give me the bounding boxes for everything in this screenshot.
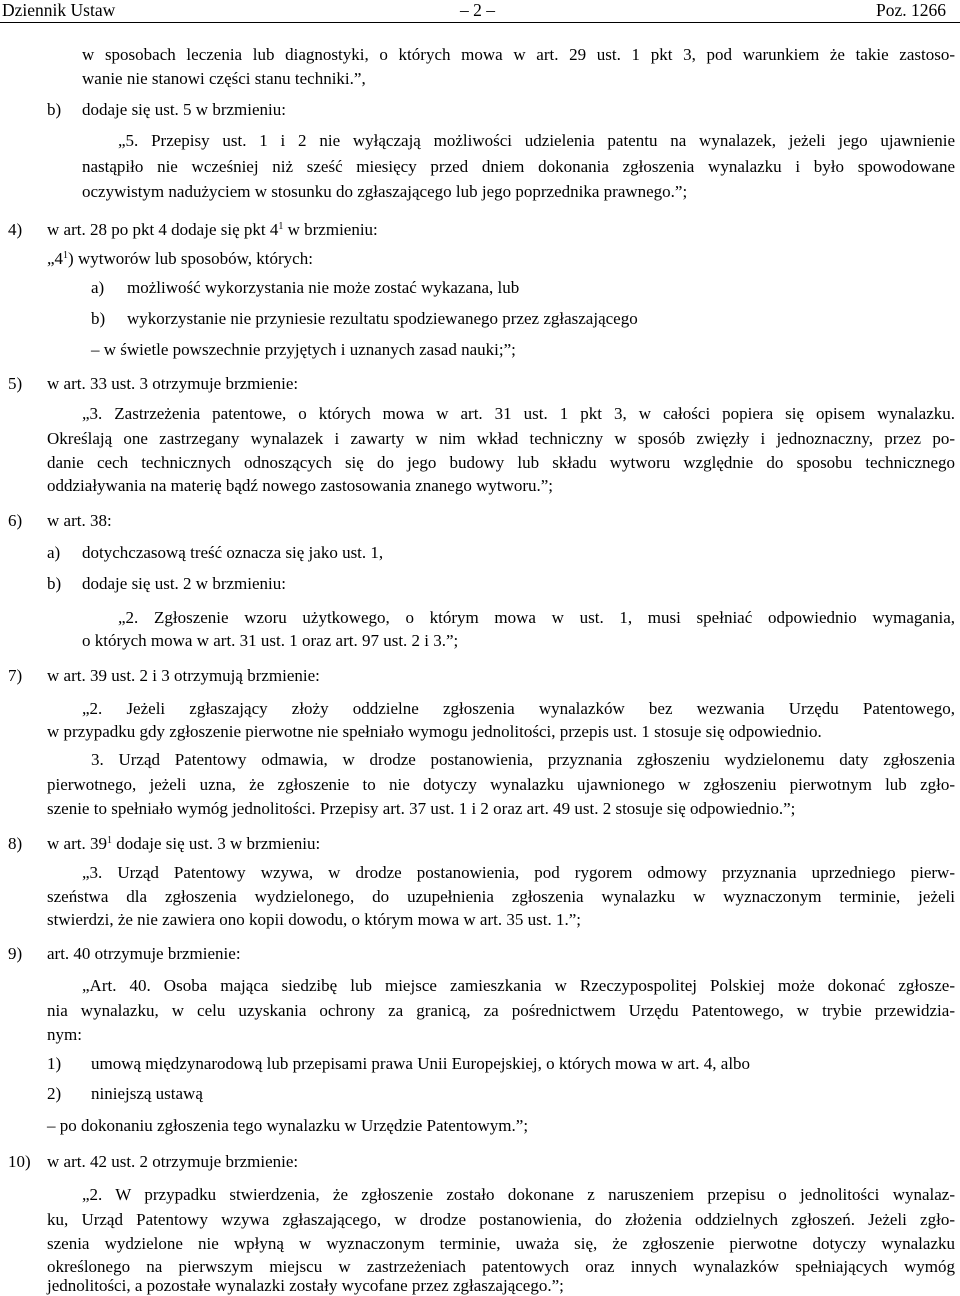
text-line: „3. Zastrzeżenia patentowe, o których mowa w art. 31 ust. 1 pkt 3, w całości popiera się opisem wynalazku. [82,404,955,423]
text-line: w sposobach leczenia lub diagnostyki, o których mowa w art. 29 ust. 1 pkt 3, pod warunkiem że takie zastoso- [82,45,955,64]
list-label: 4) [8,220,23,239]
list-label: 8) [8,834,23,853]
text-line: w art. 39 ust. 2 i 3 otrzymują brzmienie: [47,666,320,685]
text-line: możliwość wykorzystania nie może zostać wykazana, lub [127,278,520,297]
text-line: $„4^1$) wytworów lub sposobów, których: [47,249,313,268]
text-line: „2. W przypadku stwierdzenia, że zgłoszenie zostało dokonane z naruszeniem przepisu o jednolitości wynalaz- [82,1185,955,1204]
text-line: stwierdzi, że nie zawiera ono kopii dowodu, o którym mowa w art. 35 ust. 1.”; [47,910,581,929]
text-line: „2. Zgłoszenie wzoru użytkowego, o którym mowa w ust. 1, musi spełniać odpowiednio wymagania, [118,608,955,627]
text-line: „5. Przepisy ust. 1 i 2 nie wyłączają możliwości udzielenia patentu na wynalazek, jeżeli jego ujawnienie [118,131,955,150]
list-label: 5) [8,374,23,393]
text-line: jednolitości, a pozostałe wynalazki zostały wycofane przez zgłaszającego.”; [47,1276,564,1295]
text-line: niniejszą ustawą [91,1084,203,1103]
text-line: danie cech technicznych odnoszących się do jego budowy lub składu wytworu względnie do sposobu technicznego [47,453,955,472]
list-label: a) [47,543,61,562]
text-line: art. 40 otrzymuje brzmienie: [47,944,241,963]
text-line: w art. 33 ust. 3 otrzymuje brzmienie: [47,374,299,393]
text-line: szenie to spełniało wymóg jednolitości. Przepisy art. 37 ust. 1 i 2 oraz art. 49 ust. 2 stosuje się odpowiednio.”; [47,799,796,818]
text-line: – po dokonaniu zgłoszenia tego wynalazku w Urzędzie Patentowym.”; [47,1116,529,1135]
text-line: nia wynalazku, w celu uzyskania ochrony za granicą, za pośrednictwem Urzędu Patentowego, w trybie przewidzia- [47,1001,955,1020]
text-line: szeństwa dla zgłoszenia wydzielonego, do uzupełnienia zgłoszenia wynalazku w wyznaczonym terminie, jeżeli [47,887,955,906]
list-label: 6) [8,511,23,530]
text-line: „Art. 40. Osoba mająca siedzibę lub miejsce zamieszkania w Rzeczypospolitej Polskiej może dokonać zgłosze- [82,976,955,995]
text-line: nym: [47,1025,82,1044]
list-label: 2) [47,1084,62,1103]
header-rule [0,22,960,23]
text-line: dotychczasową treść oznacza się jako ust. 1, [82,543,384,562]
text-line: określonego na pierwszym miejscu w zastrzeżeniach patentowych oraz innych wynalazków spełniających wymóg [47,1257,955,1276]
list-label: 9) [8,944,23,963]
text-line: oczywistym nadużyciem w stosunku do zgłaszającego lub jego poprzednika prawnego.”; [82,182,688,201]
text-line: 3. Urząd Patentowy odmawia, w drodze postanowienia, przyznania zgłoszeniu wydzielonemu daty zgłoszenia [91,750,955,769]
text-line: nastąpiło nie wcześniej niż sześć miesięcy przed dniem dokonania zgłoszenia wynalazku i było spowodowane [82,157,955,176]
text-line: o których mowa w art. 31 ust. 1 oraz art. 97 ust. 2 i 3.”; [82,631,459,650]
list-label: 1) [47,1054,62,1073]
list-label: a) [91,278,105,297]
text-line: w art. 42 ust. 2 otrzymuje brzmienie: [47,1152,299,1171]
text-line: oddziaływania na materię bądź nowego zastosowania znanego wytworu.”; [47,476,554,495]
text-line: wanie nie stanowi części stanu techniki.”, [82,69,366,88]
list-label: 7) [8,666,23,685]
text-line: w art. $39^1$ dodaje się ust. 3 w brzmieniu: [47,834,321,853]
list-label: b) [91,309,106,328]
page-number: – 2 – [460,0,495,20]
text-line: w przypadku gdy zgłoszenie pierwotne nie spełniało wymogu jednolitości, przepis ust. 1 stosuje się odpowiednio. [47,722,822,741]
journal-title: Dziennik Ustaw [2,0,116,20]
list-label: 10) [8,1152,31,1171]
text-line: pierwotnego, jeżeli uzna, że zgłoszenie to nie dotyczy wynalazku ujawnionego w zgłoszeniu pierwotnym lub zgło- [47,775,955,794]
list-label: b) [47,100,62,119]
text-line: „2. Jeżeli zgłaszający złoży oddzielne zgłoszenia wynalazków bez wezwania Urzędu Patentowego, [82,699,955,718]
text-line: dodaje się ust. 2 w brzmieniu: [82,574,286,593]
text-line: wykorzystanie nie przyniesie rezultatu spodziewanego przez zgłaszającego [127,309,638,328]
text-line: ku, Urząd Patentowy wzywa zgłaszającego, w drodze postanowienia, do złożenia oddzielnych zgłoszeń. Jeżeli zgło- [47,1210,955,1229]
text-line: dodaje się ust. 5 w brzmieniu: [82,100,286,119]
text-line: umową międzynarodową lub przepisami prawa Unii Europejskiej, o których mowa w art. 4, albo [91,1054,751,1073]
text-line: w art. 28 po pkt 4 dodaje się pkt $4^1$ w brzmieniu: [47,220,378,239]
position-number: Poz. 1266 [876,0,946,20]
text-line: – w świetle powszechnie przyjętych i uznanych zasad nauki;”; [91,340,516,359]
list-label: b) [47,574,62,593]
text-line: szenia wydzielone nie wpłyną w wyznaczonym terminie, uważa się, że zgłoszenie pierwotne dotyczy wynalazku [47,1234,955,1253]
text-line: Określają one zastrzegany wynalazek i zawarty w nim wkład techniczny w sposób zwięzły i jednoznaczny, przez po- [47,429,955,448]
text-line: „3. Urząd Patentowy wzywa, w drodze postanowienia, pod rygorem odmowy przyznania uprzedniego pierw- [82,863,955,882]
text-line: w art. 38: [47,511,112,530]
